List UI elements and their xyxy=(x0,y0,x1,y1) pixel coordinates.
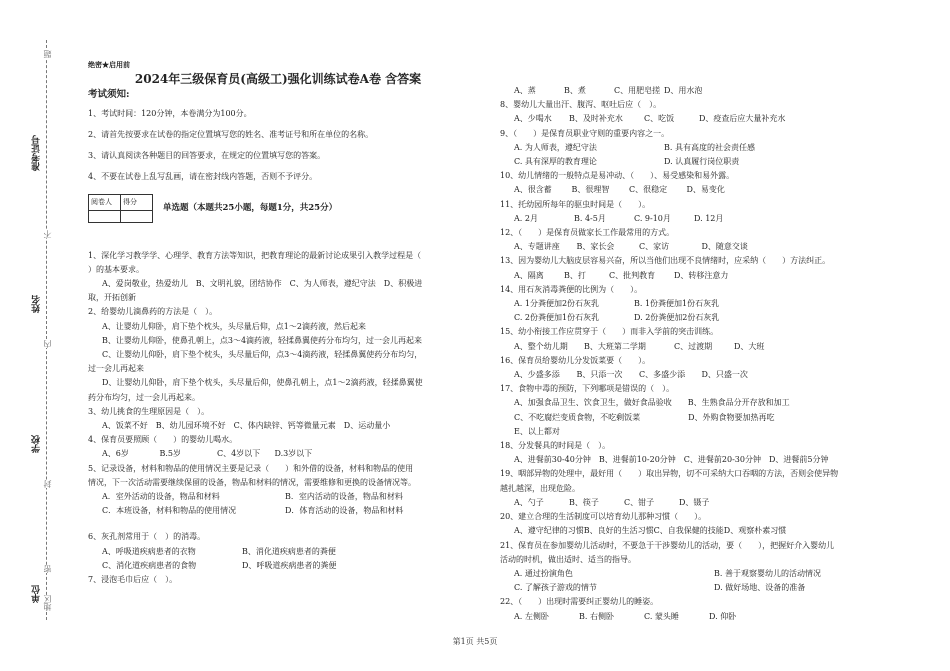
option: B、煮 xyxy=(564,86,586,95)
option: D、只盛一次 xyxy=(701,370,748,380)
question-options xyxy=(500,340,794,354)
option: A、蒸 xyxy=(514,86,536,95)
option: A、隔离 xyxy=(514,270,544,280)
option: A、很含蓄 xyxy=(514,185,552,195)
question-option: D、让婴幼儿仰卧，肩下垫个枕头，头尽量后仰，使鼻孔朝上，点1～2滴药液，轻揉鼻翼使 xyxy=(102,378,423,388)
question-option: E、以上都对 xyxy=(514,426,560,436)
score-row xyxy=(88,194,468,222)
question-text: 1、深化学习教学学、心理学、教育方法等知识，把教育理论的最新讨论成果引入教学过程是（ xyxy=(88,250,422,260)
question-text: 11、托幼园所每年的驱虫时间是（ ）。 xyxy=(500,199,651,209)
question-text: 7、浸泡毛巾后应（ ）。 xyxy=(88,575,178,585)
option: D、大班 xyxy=(734,341,765,351)
option: A. 1分粪便加2份石灰乳 xyxy=(514,299,600,309)
option: B、筷子 xyxy=(569,497,599,507)
question-text: 越扎越深，出现危险。 xyxy=(500,483,580,493)
option: B. 1份粪便加1份石灰乳 xyxy=(634,299,720,309)
question-option: A、让婴幼儿仰卧，肩下垫个枕头，头尽量后仰，点1～2滴药液，然后起来 xyxy=(102,321,366,331)
question-text: 情况，下一次活动需要继续保留的设备，物品和材料的情况，需要维修和更换的设备情况等。 xyxy=(88,477,416,487)
option: A、勺子 xyxy=(514,497,544,507)
option: A、呼吸道疾病患者的衣物 xyxy=(102,546,196,556)
school-label: 学校 xyxy=(32,435,42,453)
notice-item: 1、考试时间：120分钟，本卷满分为100分。 xyxy=(88,108,252,118)
question-options xyxy=(88,447,332,461)
question-text: 18、分发餐具的时间是（ ）。 xyxy=(500,441,611,451)
question-options xyxy=(500,610,774,624)
option: A. 为人师表，遵纪守法 xyxy=(514,142,597,152)
question-text: 13、因为婴幼儿大脑皮层容易兴奋，所以当他们出现不良情绪时，应采纳（ ）方法纠正。 xyxy=(500,256,831,266)
seal-mark: 内 xyxy=(43,340,52,348)
option: D、易变化 xyxy=(686,185,725,195)
seal-line xyxy=(46,40,47,620)
name-label: 姓名 xyxy=(32,295,42,313)
option: C、很稳定 xyxy=(629,185,668,195)
option: C、过渡期 xyxy=(674,341,713,351)
option: C、钳子 xyxy=(624,497,655,507)
option: C、多盛少添 xyxy=(639,370,686,380)
question-text: 22、（ ）出现时需要纠正婴幼儿的睡姿。 xyxy=(500,597,659,607)
question-options: 取，开拓创新 xyxy=(88,293,136,303)
question-options xyxy=(500,84,714,98)
secret-label: 绝密★启用前 xyxy=(88,60,130,69)
right-column xyxy=(500,84,920,624)
question-text: 14、用石灰消毒粪便的比例为（ ）。 xyxy=(500,284,643,294)
option: D、镊子 xyxy=(679,497,710,507)
left-column xyxy=(88,58,468,587)
reviewer-cell: 阅卷人 xyxy=(89,195,121,210)
question-text: 9、（ ）是保育员职业守则的重要内容之一。 xyxy=(500,128,670,138)
option: C、消化道疾病患者的食物 xyxy=(102,560,197,570)
option: A、专题讲座 xyxy=(514,242,560,252)
notice-item: 3、请认真阅读各种题目的回答要求，在规定的位置填写您的答案。 xyxy=(88,151,326,161)
option: D.3岁以下 xyxy=(274,449,313,459)
option: A、6岁 xyxy=(102,449,129,459)
notice-heading: 考试须知: xyxy=(88,89,130,101)
option: B、打 xyxy=(564,270,586,280)
question-options: A、饭菜不好 B、幼儿园环境不好 C、体内缺锌、钙等微量元素 D、运动量小 xyxy=(102,421,391,431)
question-text: 15、幼小衔接工作应贯穿于（ ）而非入学前的突击训练。 xyxy=(500,327,719,337)
option: B. 右侧卧 xyxy=(579,611,614,621)
question-option: 药分布均匀，过一会儿再起来。 xyxy=(88,392,200,402)
question-text: 4、保育员要照顾（ ）的婴幼儿喝水。 xyxy=(88,435,238,445)
question-option: C、让婴幼儿仰卧，肩下垫个枕头，头尽量后仰，点3～4滴药液，轻揉鼻翼使药分布均匀， xyxy=(102,350,423,360)
question-text: 8、婴幼儿大量出汗、腹泻、呕吐后应（ ）。 xyxy=(500,100,662,110)
option: B、大班第二学期 xyxy=(584,341,646,351)
question-option: B、让婴幼儿仰卧，使鼻孔朝上，点3～4滴药液，轻揉鼻翼使药分布均匀，过一会儿再起来 xyxy=(102,335,423,345)
option: D、用水泡 xyxy=(664,86,703,95)
question-option: A、加强食品卫生、饮食卫生，做好食品验收 B、生熟食品分开存放和加工 xyxy=(514,398,790,408)
option: D. 12月 xyxy=(694,213,724,223)
question-options xyxy=(500,240,764,254)
option: B．室内活动的设备，物品和材料 xyxy=(285,492,403,502)
district-mark: 地区 xyxy=(43,595,52,611)
question-text: 活动的时机，做出适时、适当的指导。 xyxy=(500,554,636,564)
question-text: 12、（ ）是保育员做家长工作最常用的方式。 xyxy=(500,228,675,238)
option: A、整个幼儿期 xyxy=(514,341,568,351)
option: D．体育活动的设备，物品和材料 xyxy=(285,506,404,516)
option: D. 仰卧 xyxy=(709,611,737,621)
unit-label: 单位 xyxy=(32,585,42,603)
option: B、很理智 xyxy=(571,185,610,195)
option: C. 9-10月 xyxy=(634,213,671,223)
option: D、呼吸道疾病患者的粪便 xyxy=(242,560,337,570)
seal-mark: 封 xyxy=(43,480,52,488)
option: C、批判教育 xyxy=(609,270,656,280)
question-option: C、不吃腐烂变质食物，不吃剩饭菜 D、外购食物要加热再吃 xyxy=(514,412,775,422)
option: C．本班设备，材料和物品的使用情况 xyxy=(102,506,237,516)
seal-mark: 题 xyxy=(43,50,52,58)
question-options: A、爱岗敬业，热爱幼儿 B、文明礼貌，团结协作 C、为人师表，遵纪守法 D、积极进 xyxy=(102,279,423,289)
option: C、4岁以下 xyxy=(217,449,261,459)
option: C、用肥皂搓 xyxy=(614,86,661,95)
option: B、消化道疾病患者的粪便 xyxy=(242,546,336,556)
option: B. 4-5月 xyxy=(574,213,606,223)
question-text: ）的基本要求。 xyxy=(88,264,144,274)
option: B. 善于观察婴幼儿的活动情况 xyxy=(714,568,821,578)
option: D. 做好场地、设备的准备 xyxy=(714,583,806,593)
reviewer-input-cell[interactable] xyxy=(89,210,121,222)
option: A、少盛多添 xyxy=(514,370,560,380)
notice-item: 2、请首先按要求在试卷的指定位置填写您的姓名、准考证号和所在单位的名称。 xyxy=(88,129,374,139)
option: B、家长会 xyxy=(576,242,615,252)
question-options xyxy=(88,490,468,518)
option: C. 具有深厚的教育理论 xyxy=(514,157,597,167)
question-text: 17、食物中毒的预防，下列哪项是错误的（ ）。 xyxy=(500,384,675,394)
question-text: 6、灰孔剂常用于（ ）的消毒。 xyxy=(88,532,206,542)
option: A、少喝水 xyxy=(514,114,552,124)
option: C、家访 xyxy=(639,242,670,252)
score-table xyxy=(88,194,153,222)
question-text: 3、幼儿挑食的生理原因是（ ）。 xyxy=(88,406,210,416)
question-options xyxy=(88,545,382,573)
question-options xyxy=(500,269,774,283)
exam-id-label: 准考证号 xyxy=(32,135,42,171)
question-options: A、遵守纪律的习惯B、良好的生活习惯C、自我保健的技能D、观察朴素习惯 xyxy=(514,526,787,536)
seal-sidebar xyxy=(22,40,62,620)
question-options: A、进餐前30-40分钟 B、进餐前10-20分钟 C、进餐前20-30分钟 D、进餐前5分钟 xyxy=(514,455,829,465)
seal-mark: 不 xyxy=(43,230,52,238)
question-text: 20、建立合理的生活制度可以培育幼儿那种习惯（ ）。 xyxy=(500,512,707,522)
question-options xyxy=(500,183,744,197)
option: B.5岁 xyxy=(159,449,182,459)
option: A．室外活动的设备，物品和材料 xyxy=(102,492,220,502)
score-input-cell[interactable] xyxy=(121,210,153,222)
option: A. 通过扮演角色 xyxy=(514,568,573,578)
option: D. 2份粪便加2份石灰乳 xyxy=(634,313,720,323)
question-options xyxy=(500,112,920,126)
question-text: 2、给婴幼儿滴鼻药的方法是（ ）。 xyxy=(88,307,218,317)
question-text: 21、保育员在参加婴幼儿活动时，不要急于干涉婴幼儿的活动，要（ ），把握好介入婴幼儿 xyxy=(500,540,835,550)
question-options xyxy=(500,496,734,510)
option: C. 了解孩子游戏的情节 xyxy=(514,583,597,593)
option: B. 具有高度的社会责任感 xyxy=(664,142,755,152)
section-heading: 单选题（本题共25小题，每题1分，共25分） xyxy=(163,203,338,214)
page-title: 2024年三级保育员(高级工)强化训练试卷A卷 含答案 xyxy=(134,72,422,87)
notice-item: 4、不要在试卷上乱写乱画，请在密封线内答题，否则不予评分。 xyxy=(88,172,318,182)
option: A. 2月 xyxy=(514,213,538,223)
question-options xyxy=(500,297,754,325)
question-text: 5、记录设备，材料和物品的使用情况主要是记录（ ）和外借的设备，材料和物品的使用 xyxy=(88,463,414,473)
option: C、吃饭 xyxy=(644,114,675,124)
option: D、随意交谈 xyxy=(701,242,748,252)
page-number: 第1页 共5页 xyxy=(452,637,498,646)
option: B、及时补充水 xyxy=(569,114,623,124)
option: C. 蒙头睡 xyxy=(644,611,679,621)
question-text: 10、幼儿情绪的一般特点是易冲动、（ ）、易受感染和易外露。 xyxy=(500,171,735,181)
question-options xyxy=(500,141,814,169)
question-text: 16、保育员给婴幼儿分发饭菜要（ ）。 xyxy=(500,355,651,365)
question-option: 过一会儿再起来 xyxy=(88,364,144,374)
question-options xyxy=(500,368,764,382)
question-options xyxy=(500,567,920,595)
option: D. 认真履行岗位职责 xyxy=(664,157,740,167)
option: A. 左侧卧 xyxy=(514,611,549,621)
question-options xyxy=(500,212,754,226)
question-text: 19、咽部异物的处理中，最好用（ ）取出异物，切不可采纳大口吞咽的方法，否则会使异物 xyxy=(500,469,839,479)
option: D、转移注意力 xyxy=(674,270,729,280)
option: C. 2份粪便加1份石灰乳 xyxy=(514,313,600,323)
option: D、疫查后应大量补充水 xyxy=(699,114,786,124)
score-cell: 得分 xyxy=(121,195,153,210)
seal-mark: 密 xyxy=(43,565,52,573)
option: B、只添一次 xyxy=(576,370,623,380)
